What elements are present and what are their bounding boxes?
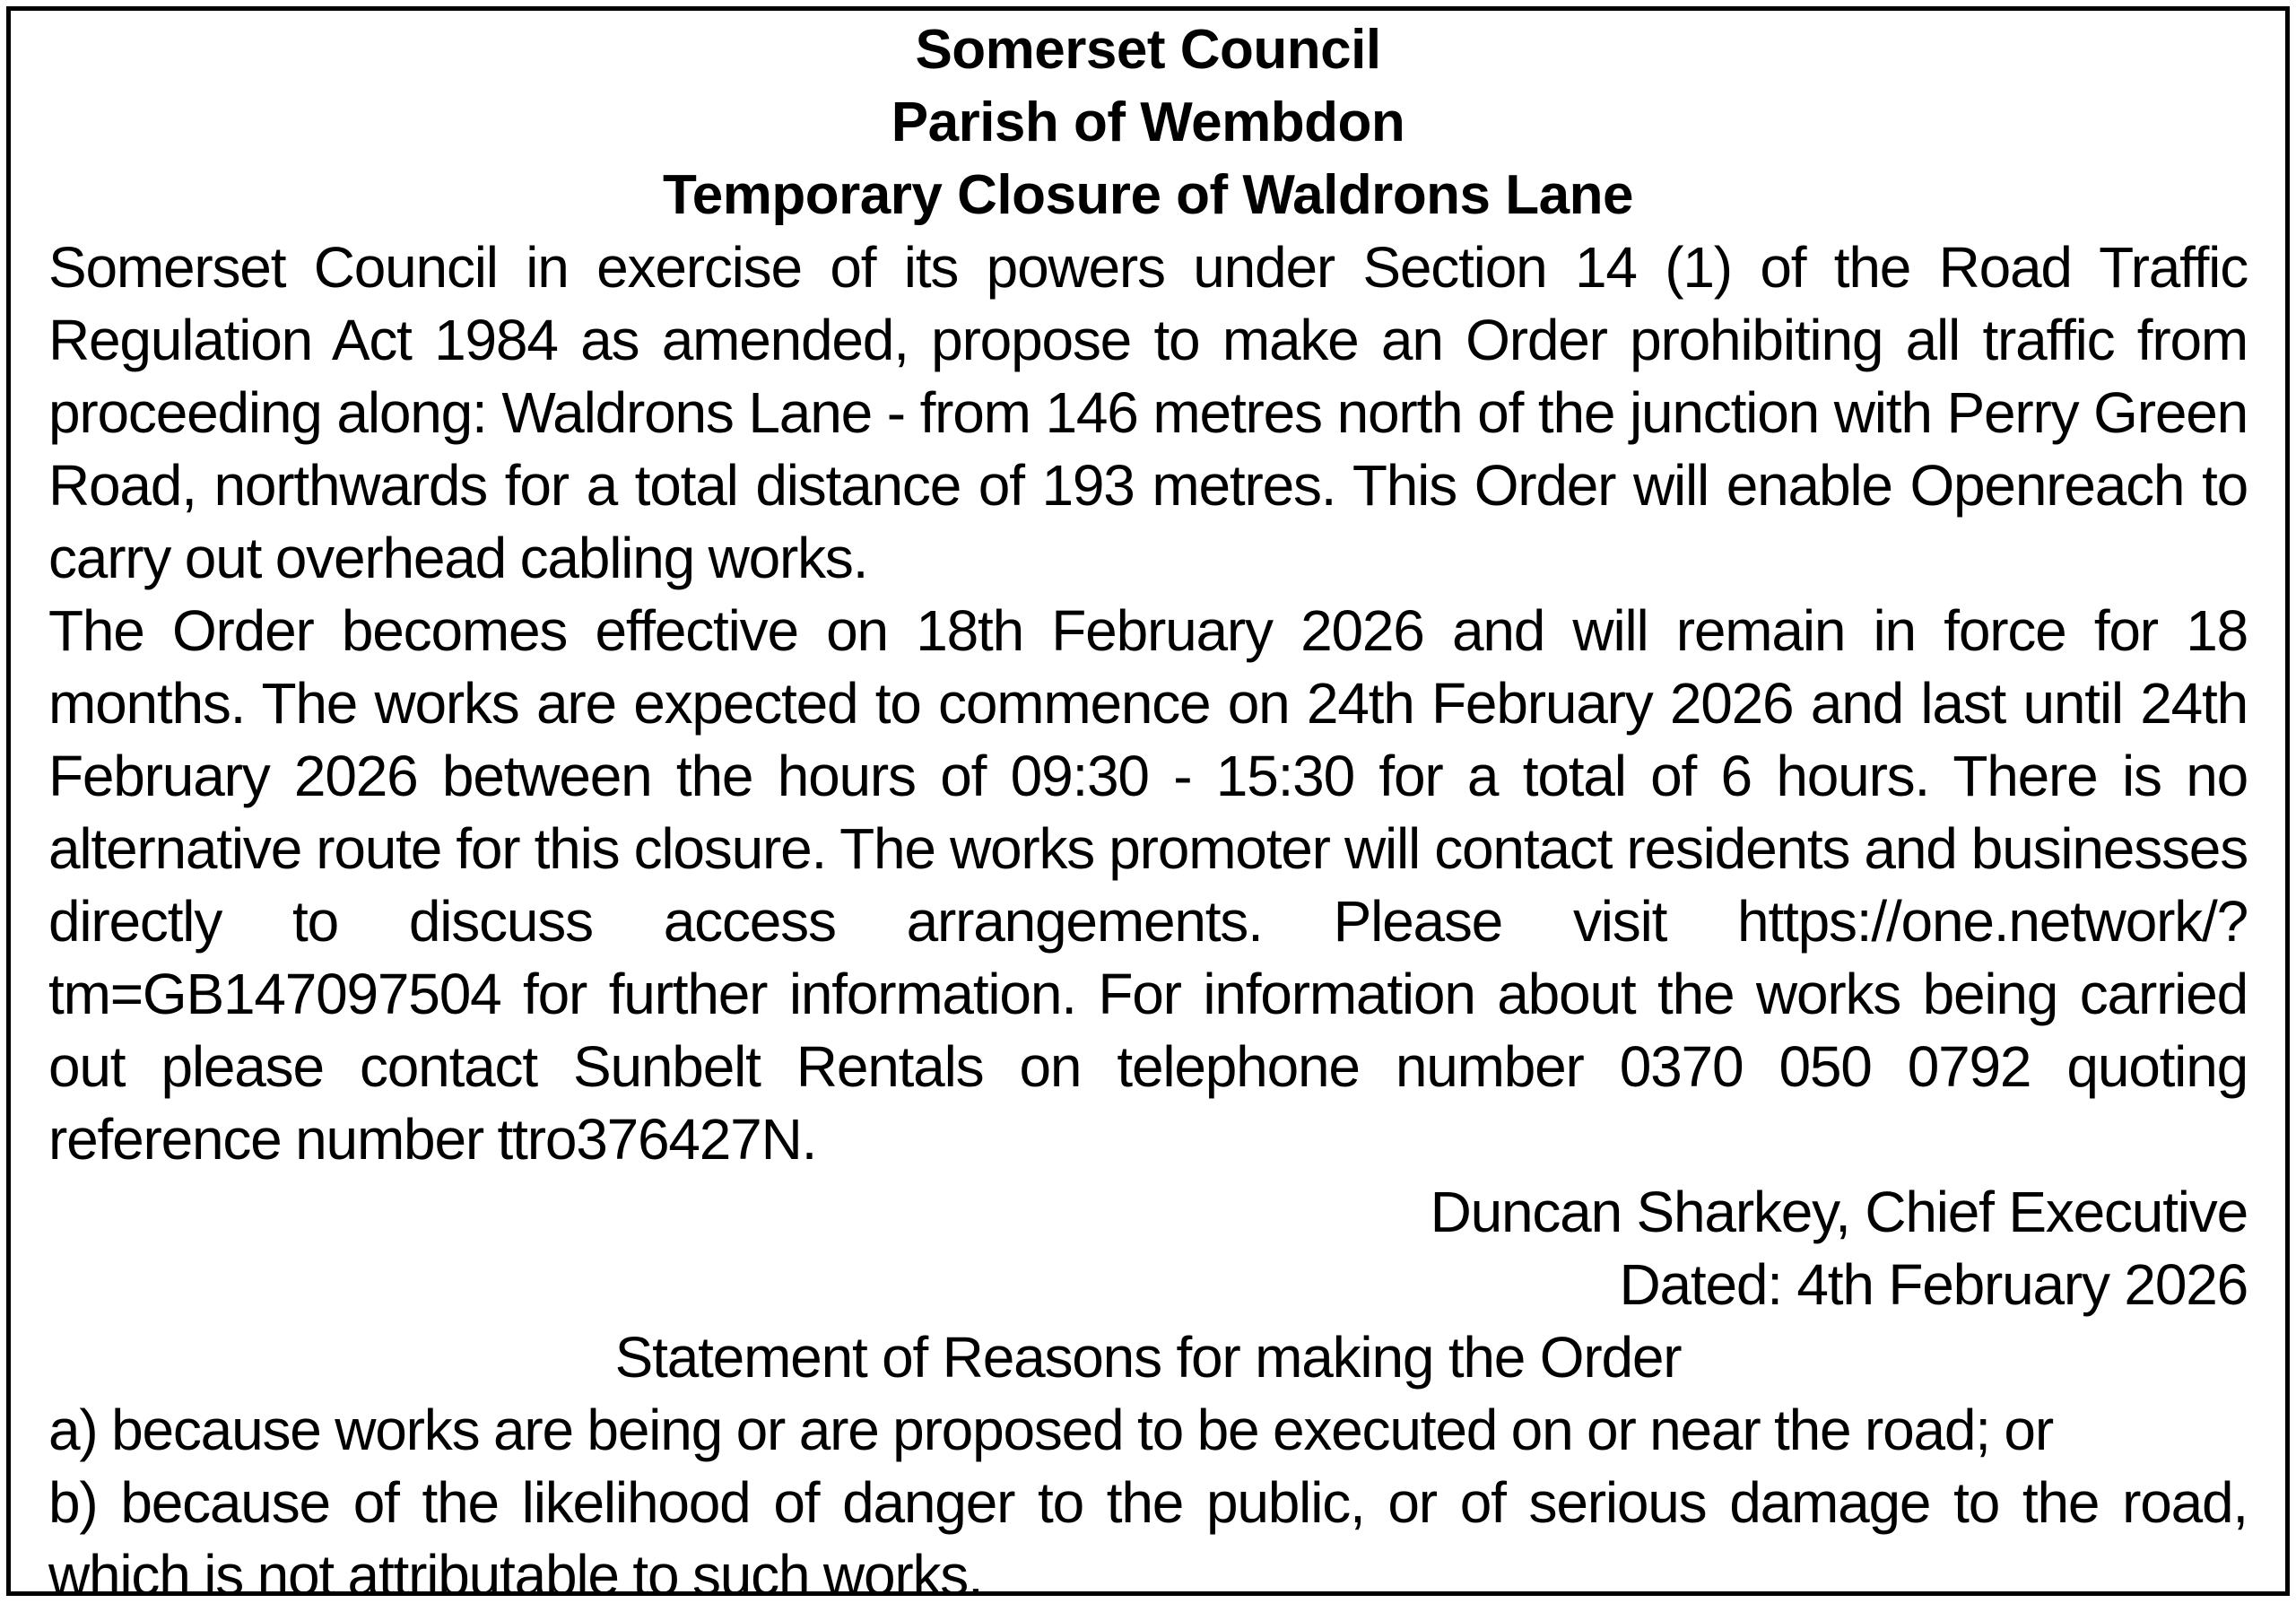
council-name: Somerset Council [915, 19, 1381, 81]
public-notice [6, 6, 2290, 1608]
signatory: Duncan Sharkey, Chief Executive [1430, 1180, 2248, 1244]
order-details-paragraph: The Order becomes effective on 18th February 2026 and will remain in force for 18 months. The works are expected to commence on 24th February 2026 and last until 24th February 2026 between the hours of 09:30 - 15:30 for a total of 6 hours. There is no alternative route for this closure. The works promoter will contact residents and businesses directly to discuss access arrangements. Please visit https://one.network/?tm=GB147097504 for further information. For information about the works being carried out please contact Sunbelt Rentals on telephone number 0370 050 0792 quoting reference number ttro376427N. [48, 598, 2248, 1172]
notice-title: Temporary Closure of Waldrons Lane [663, 164, 1633, 226]
reason-item: b) because of the likelihood of danger to the public, or of serious damage to the road, which is not attributable to such works. [48, 1470, 2248, 1608]
reasons-title: Statement of Reasons for making the Order [614, 1325, 1682, 1390]
parish-name: Parish of Wembdon [891, 91, 1405, 153]
date-line: Dated: 4th February 2026 [1619, 1252, 2248, 1317]
reason-item: a) because works are being or are proposed to be executed on or near the road; or [48, 1398, 2053, 1462]
order-proposal-paragraph: Somerset Council in exercise of its powers under Section 14 (1) of the Road Traffic Regulation Act 1984 as amended, propose to make an Order prohibiting all traffic from proceeding along: Waldrons Lane - from 146 metres north of the junction with Perry Green Road, northwards for a total distance of 193 metres. This Order will enable Openreach to carry out overhead cabling works. [48, 235, 2248, 590]
